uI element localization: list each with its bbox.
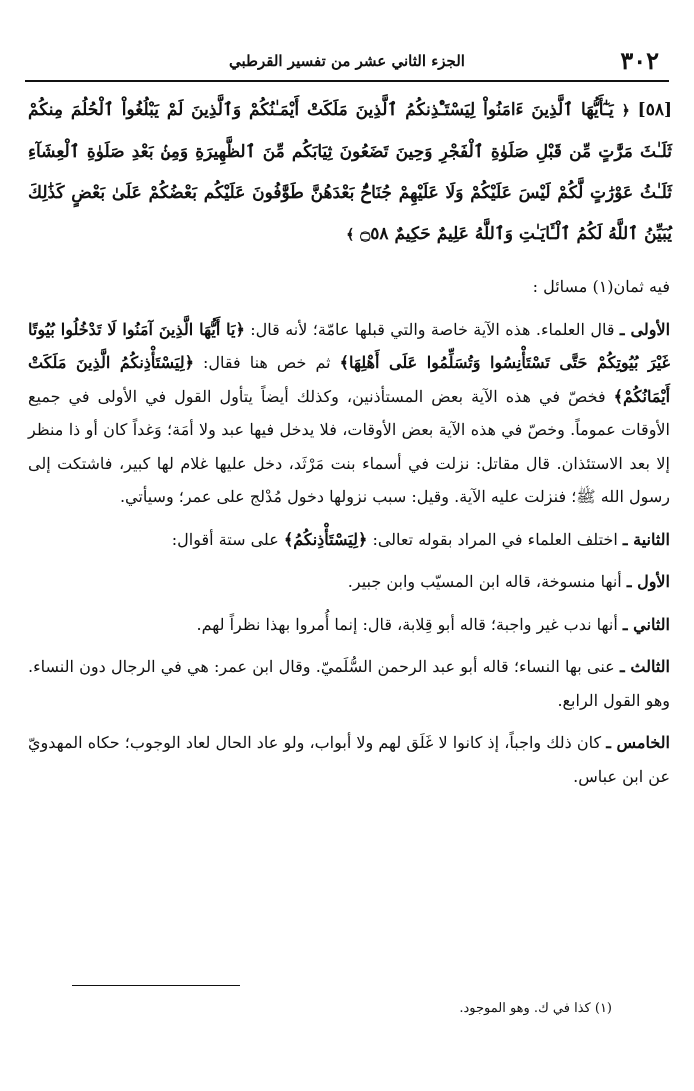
issue-label: الأولى ـ <box>619 319 671 339</box>
opinion-text: أنها منسوخة، قاله ابن المسيّب وابن جبير. <box>347 572 622 591</box>
paragraph-first-issue <box>28 313 670 514</box>
opinion-label: الثالث ـ <box>619 657 670 676</box>
paragraph-text: فخصّ في هذه الآية بعض المستأذنين، وكذلك أيضاً يتأول القول في الأولى في جميع الأوقات عموماً. وخصّ في هذه الآية بعض الأوقات، فلا يدخل فيها عبد ولا أمَة؛ وَغداً كان أو ذا منظر إلا بعد الاستئذان. قال مقاتل: نزلت في أسماء بنت مَرْثَد، دخل عليها غلام لها كبير، فاشتكت إلى رسول الله ﷺ؛ فنزلت عليه الآية. وقيل: سبب نزولها دخول مُدْلج على عمر؛ وسيأتي. <box>28 386 670 506</box>
ayah-end-marker: ۝٥٨ <box>360 224 389 244</box>
page-number: ٣٠٢ <box>620 46 659 75</box>
intro-line: فيه ثمان(١) مسائل : <box>532 277 670 296</box>
quran-quote: ﴿لِيَسْتَأْذِنكُمُ﴾ <box>283 529 368 549</box>
quran-quote: ﴿يَا أَيُّهَا الَّذِينَ آمَنُوا لَا تَدْخُلُوا بُيُوتًا غَيْرَ بُيُوتِكُمْ حَتَّى تَسْتَأْنِسُوا وَتُسَلِّمُوا عَلَى أَهْلِهَا﴾ <box>28 319 671 372</box>
paragraph-text: ثم خص هنا فقال: <box>203 353 331 372</box>
opinion-third <box>28 650 670 717</box>
paragraph-text: على ستة أقوال: <box>171 529 279 549</box>
opinion-fifth <box>28 726 670 793</box>
commentary-text <box>28 270 670 793</box>
verse-text: يَـٰٓأَيُّهَا ٱلَّذِينَ ءَامَنُواْ لِيَسْتَـْٔذِنكُمُ ٱلَّذِينَ مَلَكَتْ أَيْمَـٰنُكُمْ وَٱلَّذِينَ لَمْ يَبْلُغُواْ ٱلْحُلُمَ مِنكُمْ ثَلَـٰثَ مَرَّٰتٍ مِّن قَبْلِ صَلَوٰةِ ٱلْفَجْرِ وَحِينَ تَضَعُونَ ثِيَابَكُم مِّنَ ٱلظَّهِيرَةِ وَمِنۢ بَعْدِ صَلَوٰةِ ٱلْعِشَآءِ ثَلَـٰثُ عَوْرَٰتٍ لَّكُمْ لَيْسَ عَلَيْكُمْ وَلَا عَلَيْهِمْ جُنَاحٌۢ بَعْدَهُنَّ طَوَّٰفُونَ عَلَيْكُم بَعْضُكُمْ عَلَىٰ بَعْضٍ كَذَٰلِكَ يُبَيِّنُ ٱللَّهُ لَكُمُ ٱلْـَٔايَـٰتِ وَٱللَّهُ عَلِيمٌ حَكِيمٌ <box>28 100 672 244</box>
verse-open-bracket: ﴿ <box>621 103 630 119</box>
opinion-second <box>28 608 670 642</box>
page-header <box>25 40 669 82</box>
running-head: الجزء الثاني عشر من تفسير القرطبي <box>229 52 465 70</box>
quran-verse-block <box>28 90 672 256</box>
paragraph-text: اختلف العلماء في المراد بقوله تعالى: <box>372 529 618 549</box>
opinion-text: عنى بها النساء؛ قاله أبو عبد الرحمن السُّلَميّ. وقال ابن عمر: هي في الرجال دون النساء. وهو القول الرابع. <box>28 657 670 710</box>
verse-number: [٥٨] <box>637 100 673 120</box>
footnote-divider <box>72 985 240 986</box>
issue-label: الثانية ـ <box>622 529 670 549</box>
opinion-label: الثاني ـ <box>622 614 670 634</box>
opinion-text: كان ذلك واجباً، إذ كانوا لا غَلَق لهم ولا أبواب، ولو عاد الحال لعاد الوجوب؛ حكاه المهدويّ عن ابن عباس. <box>28 733 670 786</box>
opinion-first <box>28 565 670 599</box>
verse-close-bracket: ﴾ <box>346 227 355 243</box>
quran-quote: ﴿لِيَسْتَأْذِنكُمُ الَّذِينَ مَلَكَتْ أَيْمَانُكُمْ﴾ <box>28 353 671 406</box>
paragraph-second-issue <box>28 523 670 557</box>
paragraph-text: قال العلماء. هذه الآية خاصة والتي قبلها عامّة؛ لأنه قال: <box>250 319 615 339</box>
opinion-text: أنها ندب غير واجبة؛ قاله أبو قِلابة، قال: إنما أُمروا بهذا نظراً لهم. <box>196 614 618 634</box>
opinion-label: الأول ـ <box>626 572 670 591</box>
opinion-label: الخامس ـ <box>606 733 670 752</box>
footnote: (١) كذا في ك. وهو الموجود. <box>459 1001 612 1016</box>
